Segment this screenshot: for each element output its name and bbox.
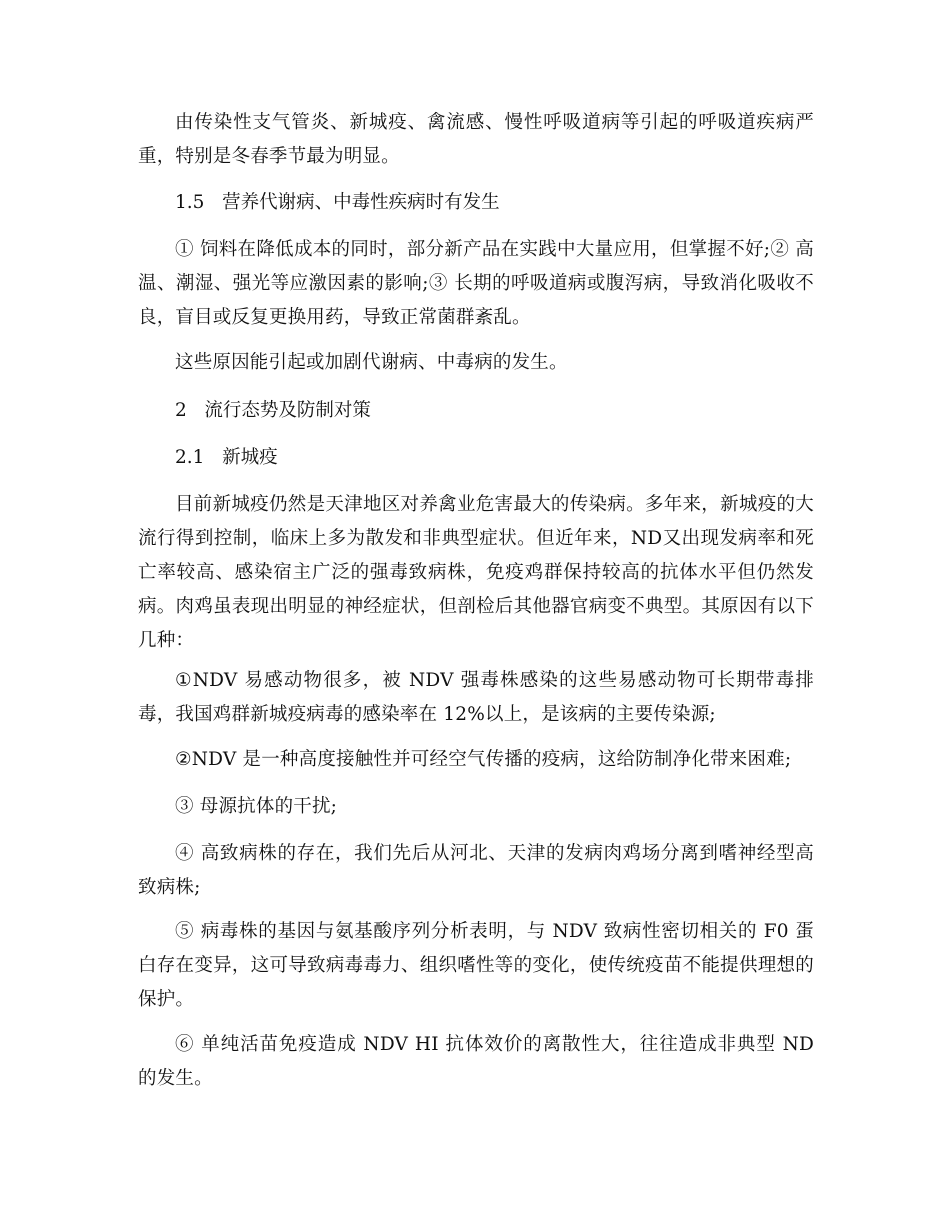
paragraph-newcastle-overview: 目前新城疫仍然是天津地区对养禽业危害最大的传染病。多年来，新城疫的大流行得到控制，临床上多为散发和非典型症状。但近年来，ND又出现发病率和死亡率较高、感染宿主广泛的强毒致病株，免疫鸡群保持较高的抗体水平但仍然发病。肉鸡虽表现出明显的神经症状，但剖检后其他器官病变不典型。其原因有以下几种： — [138, 494, 814, 651]
paragraph-respiratory-diseases: 由传染性支气管炎、新城疫、禽流感、慢性呼吸道病等引起的呼吸道疾病严重，特别是冬春季节最为明显。 — [138, 112, 814, 167]
heading-2: 2 流行态势及防制对策 — [175, 400, 371, 421]
paragraph-metabolic-summary: 这些原因能引起或加剧代谢病、中毒病的发生。 — [175, 352, 568, 373]
paragraph-reason-3: ③ 母源抗体的干扰; — [175, 796, 338, 817]
paragraph-metabolic-causes: ① 饲料在降低成本的同时，部分新产品在实践中大量应用，但掌握不好;② 高温、潮湿、强光等应激因素的影响;③ 长期的呼吸道病或腹泻病，导致消化吸收不良，盲目或反复更换用药，导致正常菌群紊乱。 — [138, 239, 814, 328]
paragraph-reason-4: ④ 高致病株的存在，我们先后从河北、天津的发病肉鸡场分离到嗜神经型高致病株; — [138, 843, 814, 898]
heading-2-1: 2.1 新城疫 — [175, 447, 278, 468]
paragraph-reason-6: ⑥ 单纯活苗免疫造成 NDV HI 抗体效价的离散性大，往往造成非典型 ND 的发生。 — [138, 1034, 814, 1089]
paragraph-reason-1: ①NDV 易感动物很多，被 NDV 强毒株感染的这些易感动物可长期带毒排毒，我国鸡群新城疫病毒的感染率在 12%以上，是该病的主要传染源; — [138, 670, 814, 725]
heading-1-5: 1.5 营养代谢病、中毒性疾病时有发生 — [175, 192, 500, 213]
paragraph-reason-2: ②NDV 是一种高度接触性并可经空气传播的疫病，这给防制净化带来困难; — [175, 749, 792, 770]
paragraph-reason-5: ⑤ 病毒株的基因与氨基酸序列分析表明，与 NDV 致病性密切相关的 F0 蛋白存在变异，这可导致病毒毒力、组织嗜性等的变化，使传统疫苗不能提供理想的保护。 — [138, 921, 814, 1010]
